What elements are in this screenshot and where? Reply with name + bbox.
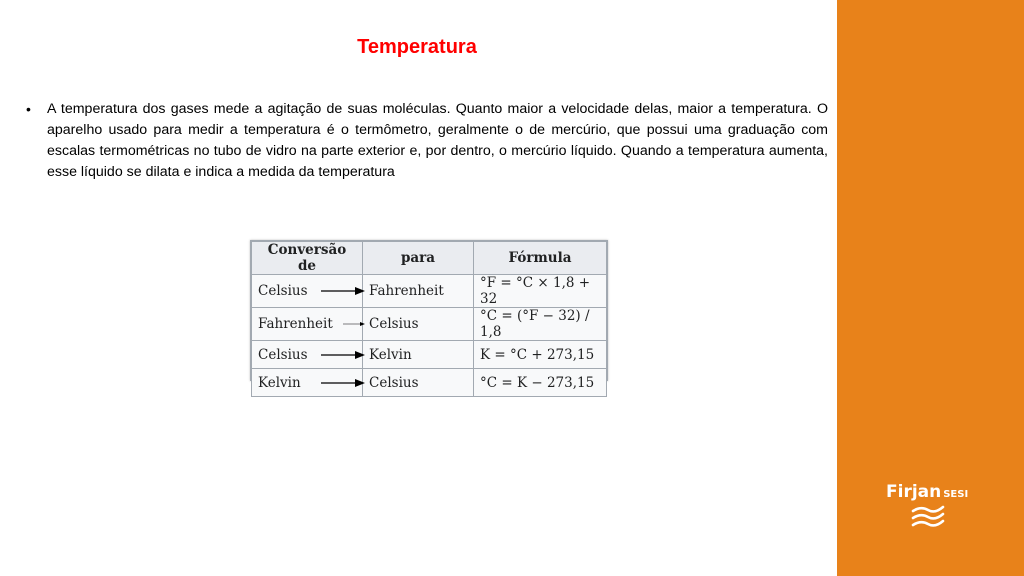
from-scale: Fahrenheit	[258, 316, 333, 332]
conversion-table-grid	[251, 241, 607, 397]
to-scale: Fahrenheit	[363, 275, 474, 308]
conversion-table	[250, 240, 608, 391]
from-cell	[252, 369, 363, 397]
table-row	[252, 341, 607, 369]
logo-sub: SESI	[943, 489, 969, 500]
formula: °C = (°F − 32) / 1,8	[474, 308, 607, 341]
right-arrow-icon	[321, 351, 365, 359]
formula: °F = °C × 1,8 + 32	[474, 275, 607, 308]
table-row	[252, 308, 607, 341]
header-formula: Fórmula	[474, 242, 607, 275]
logo-brand: Firjan	[886, 482, 942, 502]
from-cell	[252, 341, 363, 369]
formula: K = °C + 273,15	[474, 341, 607, 369]
firjan-sesi-logo	[886, 482, 986, 532]
formula: °C = K − 273,15	[474, 369, 607, 397]
to-scale: Celsius	[363, 308, 474, 341]
table-row	[252, 369, 607, 397]
bullet-marker: •	[26, 101, 31, 117]
waves-icon	[911, 504, 945, 530]
table-header-row	[252, 242, 607, 275]
from-scale: Celsius	[258, 346, 308, 363]
table-row	[252, 275, 607, 308]
paragraph-text: A temperatura dos gases mede a agitação de suas moléculas. Quanto maior a velocidade delas, maior a temperatura. O aparelho usado para medir a temperatura é o termômetro, geralmente o de mercúrio, que possui uma graduação com escalas termométricas no tubo de vidro na parte exterior e, por dentro, o mercúrio líquido. Quando a temperatura aumenta, esse líquido se dilata e indica a medida da temperatura	[47, 101, 828, 180]
slide-title: Temperatura	[357, 36, 477, 58]
header-from: Conversão de	[252, 242, 363, 275]
header-to: para	[363, 242, 474, 275]
to-scale: Celsius	[363, 369, 474, 397]
from-cell	[252, 275, 363, 308]
right-arrow-icon	[343, 320, 365, 328]
to-scale: Kelvin	[363, 341, 474, 369]
from-cell	[252, 308, 363, 341]
right-arrow-icon	[321, 287, 365, 295]
bullet-paragraph	[26, 99, 828, 183]
right-arrow-icon	[321, 379, 365, 387]
from-scale: Kelvin	[258, 374, 301, 391]
from-scale: Celsius	[258, 283, 308, 299]
